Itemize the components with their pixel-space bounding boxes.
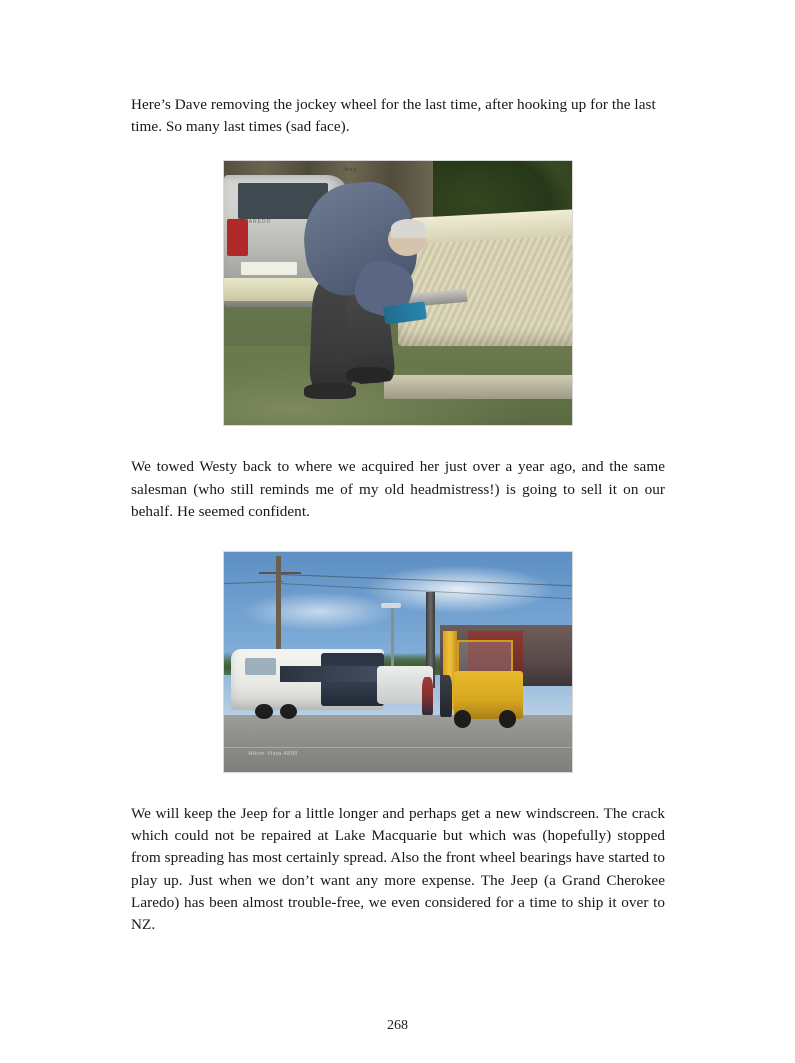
photo2-watermark: Nikon Vista 4800 xyxy=(248,750,298,757)
photo2-person xyxy=(440,675,452,717)
spacer xyxy=(131,138,665,160)
photo2-ground xyxy=(224,715,572,772)
page-number: 268 xyxy=(387,1018,408,1033)
photo2-caravan-stripe xyxy=(280,666,384,681)
spacer xyxy=(131,773,665,803)
photo2-caravan-wheel xyxy=(255,704,272,719)
figure-caravan-yard xyxy=(223,551,573,773)
spacer xyxy=(131,523,665,551)
photo-caravan-yard xyxy=(223,551,573,773)
photo1-man-hair xyxy=(391,219,426,237)
photo2-lamp-head xyxy=(381,603,402,609)
photo2-lamp-post xyxy=(391,605,394,675)
photo2-forklift-wheel xyxy=(454,710,471,728)
photo1-man-right-shoe xyxy=(346,367,391,383)
paragraph-1: Here’s Dave removing the jockey wheel for the last time, after hooking up for the last time. So many last times (sad face). xyxy=(131,96,656,136)
photo1-jeep-plate xyxy=(241,262,297,275)
figure-jockey-wheel xyxy=(223,160,573,426)
spacer xyxy=(131,426,665,456)
photo2-ground-marking xyxy=(224,747,572,748)
photo2-caravan-window xyxy=(245,658,276,676)
photo1-man-left-shoe xyxy=(304,383,356,399)
page-content xyxy=(131,94,665,936)
photo1-jeep-badge-text: Jeep xyxy=(342,166,358,173)
photo-jockey-wheel xyxy=(223,160,573,426)
paragraph-3: We will keep the Jeep for a little longer and perhaps get a new windscreen. The crack which could not be repaired at Lake Macquarie but which was (hopefully) stopped from spreading has most certainly spread. Also the front wheel bearings have started to play up. Just when we don’t want any more expense. The Jeep (a Grand Cherokee Laredo) has been almost trouble-free, we even considered for a time to ship it over to NZ. xyxy=(131,805,665,934)
photo1-jeep-model-text: LAREDO xyxy=(244,219,272,226)
photo1-trailer-base xyxy=(384,375,573,399)
photo2-cloud xyxy=(241,592,398,632)
photo2-person xyxy=(422,677,433,714)
paragraph-2: We towed Westy back to where we acquired her just over a year ago, and the same salesman (who still reminds me of my old headmistress!) is going to sell it on our behalf. He seemed confident. xyxy=(131,458,665,520)
